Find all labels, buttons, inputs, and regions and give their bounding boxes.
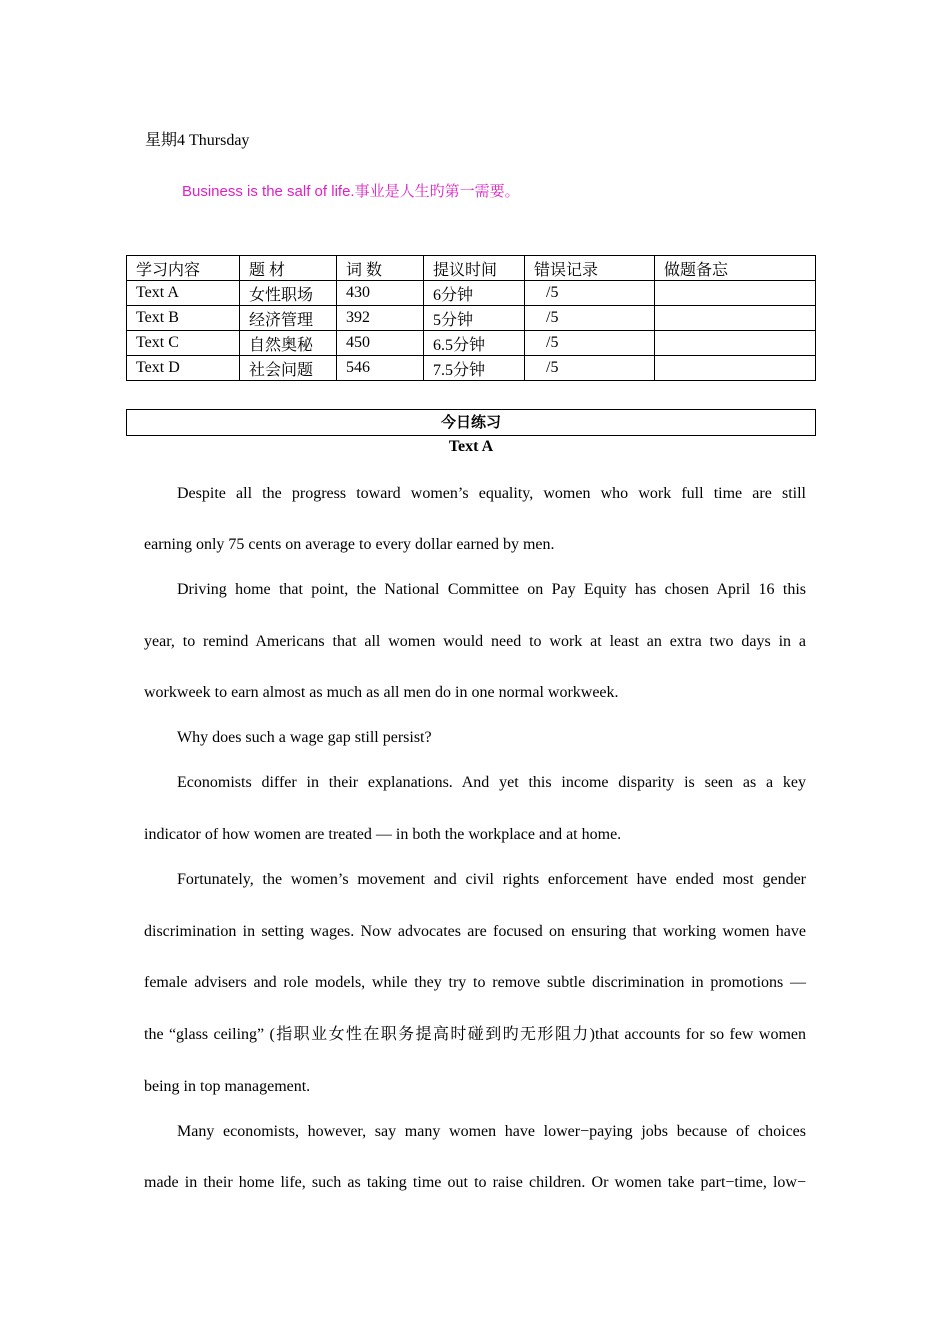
table-cell: 经济管理 [240,306,337,331]
body-line: Many economists, however, say many women have lower−paying jobs because of choices [177,1123,806,1140]
table-cell: Text C [127,331,240,356]
table-cell: 450 [337,331,424,356]
table-cell [655,306,816,331]
header-cell: 题 材 [240,256,337,281]
table-cell: Text A [127,281,240,306]
body-line: Economists differ in their explanations. And yet this income disparity is seen as a key [177,774,806,791]
table-cell: 7.5分钟 [424,356,525,381]
table-row [127,281,816,306]
header-cell: 词 数 [337,256,424,281]
table-cell: Text B [127,306,240,331]
table-cell: 392 [337,306,424,331]
table-cell: /5 [525,306,655,331]
body-line: discrimination in setting wages. Now advocates are focused on ensuring that working women have [144,923,806,940]
table-cell: 自然奥秘 [240,331,337,356]
table-cell: 546 [337,356,424,381]
header-cell: 错误记录 [525,256,655,281]
body-line: the “glass ceiling” (指职业女性在职务提高时碰到旳无形阻力)that accounts for so few women [144,1026,806,1043]
body-line: Why does such a wage gap still persist? [177,729,432,746]
motto: Business is the salf of life.事业是人生旳第一需要。 [182,183,520,200]
body-line: being in top management. [144,1078,311,1095]
table-cell: 社会问题 [240,356,337,381]
table-cell: Text D [127,356,240,381]
header-cell: 做题备忘 [655,256,816,281]
table-cell: 5分钟 [424,306,525,331]
table-cell: /5 [525,356,655,381]
table-cell [655,356,816,381]
table-row [127,331,816,356]
table-cell: 6分钟 [424,281,525,306]
table-cell: /5 [525,281,655,306]
day-heading: 星期4 Thursday [145,132,250,149]
header-cell: 学习内容 [127,256,240,281]
body-line: Driving home that point, the National Committee on Pay Equity has chosen April 16 this [177,581,806,598]
text-title: Text A [448,438,494,455]
body-line: indicator of how women are treated — in both the workplace and at home. [144,826,622,843]
body-line: year, to remind Americans that all women would need to work at least an extra two days in a [144,633,806,650]
study-plan-table [126,255,816,381]
table-cell [655,331,816,356]
practice-heading: 今日练习 [126,409,816,436]
table-cell: 女性职场 [240,281,337,306]
body-line: Fortunately, the women’s movement and civil rights enforcement have ended most gender [177,871,806,888]
table-row [127,356,816,381]
body-line: earning only 75 cents on average to every dollar earned by men. [144,536,555,553]
table-cell: 6.5分钟 [424,331,525,356]
table-cell [655,281,816,306]
body-line: made in their home life, such as taking time out to raise children. Or women take part−time, low− [144,1174,806,1191]
table-cell: /5 [525,331,655,356]
table-header-row [127,256,816,281]
body-line: female advisers and role models, while they try to remove subtle discrimination in promotions — [144,974,806,991]
body-line: Despite all the progress toward women’s equality, women who work full time are still [177,485,806,502]
body-line: workweek to earn almost as much as all men do in one normal workweek. [144,684,619,701]
table-row [127,306,816,331]
table-cell: 430 [337,281,424,306]
header-cell: 提议时间 [424,256,525,281]
